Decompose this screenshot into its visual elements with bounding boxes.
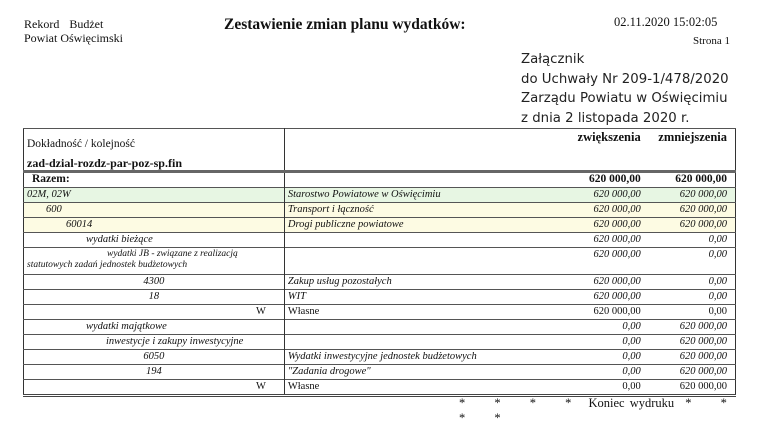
row-increase: 620 000,00	[557, 218, 647, 233]
entity-name: Powiat Oświęcimski	[24, 31, 123, 45]
precision-label: Dokładność / kolejność	[27, 138, 135, 150]
stars-decoration: * * * *	[459, 396, 584, 410]
budget-changes-table	[23, 128, 736, 397]
table-header-row	[24, 129, 736, 172]
row-desc: Własne	[284, 380, 556, 396]
app-name	[24, 17, 123, 31]
row-increase: 620 000,00	[557, 248, 647, 275]
end-of-print-label: Koniec wydruku	[588, 396, 675, 410]
table-row	[24, 335, 736, 350]
row-code: 18	[24, 290, 285, 305]
row-decrease: 620 000,00	[647, 380, 736, 396]
row-increase: 620 000,00	[557, 188, 647, 203]
row-code: wydatki majątkowe	[24, 320, 285, 335]
row-increase: 620 000,00	[557, 275, 647, 290]
row-desc	[284, 233, 556, 248]
row-decrease: 620 000,00	[647, 172, 736, 188]
row-desc: Transport i łączność	[284, 203, 556, 218]
row-increase: 620 000,00	[557, 233, 647, 248]
row-code-line: wydatki JB - związane z realizacją	[107, 249, 238, 259]
row-increase: 620 000,00	[557, 172, 647, 188]
app-name-part: Budżet	[69, 17, 104, 31]
row-decrease: 0,00	[647, 290, 736, 305]
row-desc: Wydatki inwestycyjne jednostek budżetowych	[284, 350, 556, 365]
table-row	[24, 305, 736, 320]
table-row-total	[24, 172, 736, 188]
row-code: wydatki bieżące	[24, 233, 285, 248]
row-increase: 0,00	[557, 335, 647, 350]
row-decrease: 620 000,00	[647, 350, 736, 365]
row-desc: "Zadania drogowe"	[284, 365, 556, 380]
header-decrease: zmniejszenia	[647, 129, 736, 172]
table-row	[24, 218, 736, 233]
row-code: 60014	[24, 218, 285, 233]
table-row	[24, 188, 736, 203]
row-increase: 620 000,00	[557, 305, 647, 320]
annex-line: Zarządu Powiatu w Oświęcimiu	[521, 91, 728, 106]
table-row	[24, 350, 736, 365]
row-increase: 620 000,00	[557, 203, 647, 218]
header-increase: zwiększenia	[557, 129, 647, 172]
row-code: 02M, 02W	[24, 188, 285, 203]
table-row	[24, 203, 736, 218]
row-decrease: 620 000,00	[647, 203, 736, 218]
table-row	[24, 233, 736, 248]
row-code-line: statutowych zadań jednostek budżetowych	[27, 260, 188, 270]
row-desc: Zakup usług pozostałych	[284, 275, 556, 290]
row-code: W	[24, 380, 285, 396]
row-decrease: 0,00	[647, 248, 736, 275]
row-desc	[284, 320, 556, 335]
header-order-cell	[24, 129, 285, 172]
row-decrease: 620 000,00	[647, 335, 736, 350]
row-desc	[284, 335, 556, 350]
annex-block	[521, 50, 729, 128]
table-row	[24, 275, 736, 290]
header-desc-cell	[284, 129, 556, 172]
row-decrease: 620 000,00	[647, 365, 736, 380]
row-increase: 620 000,00	[557, 290, 647, 305]
row-desc: WIT	[284, 290, 556, 305]
page-number: Strona 1	[693, 35, 730, 47]
row-desc	[284, 248, 556, 275]
report-title: Zestawienie zmian planu wydatków:	[224, 16, 466, 33]
report-datetime: 02.11.2020 15:02:05	[614, 15, 718, 29]
row-increase: 0,00	[557, 380, 647, 396]
row-code: Razem:	[24, 172, 285, 188]
row-desc	[284, 172, 556, 188]
row-decrease: 620 000,00	[647, 188, 736, 203]
row-code	[24, 248, 285, 275]
row-code: inwestycje i zakupy inwestycyjne	[24, 335, 285, 350]
row-code: 600	[24, 203, 285, 218]
end-of-print	[459, 396, 768, 426]
annex-line: Załącznik	[521, 52, 585, 67]
row-increase: 0,00	[557, 320, 647, 335]
row-code: 194	[24, 365, 285, 380]
row-decrease: 620 000,00	[647, 320, 736, 335]
row-decrease: 0,00	[647, 275, 736, 290]
stars-decoration: * * * *	[459, 396, 739, 425]
row-code: W	[24, 305, 285, 320]
app-name-part: Rekord	[24, 17, 60, 31]
row-code: 6050	[24, 350, 285, 365]
row-decrease: 620 000,00	[647, 218, 736, 233]
row-code: 4300	[24, 275, 285, 290]
row-desc: Własne	[284, 305, 556, 320]
order-code: zad-dzial-rozdz-par-poz-sp.fin	[27, 156, 182, 170]
annex-line: do Uchwały Nr 209-1/478/2020	[521, 71, 729, 87]
table-row	[24, 248, 736, 275]
table-row	[24, 290, 736, 305]
table-row	[24, 320, 736, 335]
row-decrease: 0,00	[647, 305, 736, 320]
report-source	[24, 17, 123, 45]
row-increase: 0,00	[557, 365, 647, 380]
row-decrease: 0,00	[647, 233, 736, 248]
table-row	[24, 380, 736, 396]
row-increase: 0,00	[557, 350, 647, 365]
table-row	[24, 365, 736, 380]
row-desc: Drogi publiczne powiatowe	[284, 218, 556, 233]
row-desc: Starostwo Powiatowe w Oświęcimiu	[284, 188, 556, 203]
annex-line: z dnia 2 listopada 2020 r.	[521, 110, 690, 126]
